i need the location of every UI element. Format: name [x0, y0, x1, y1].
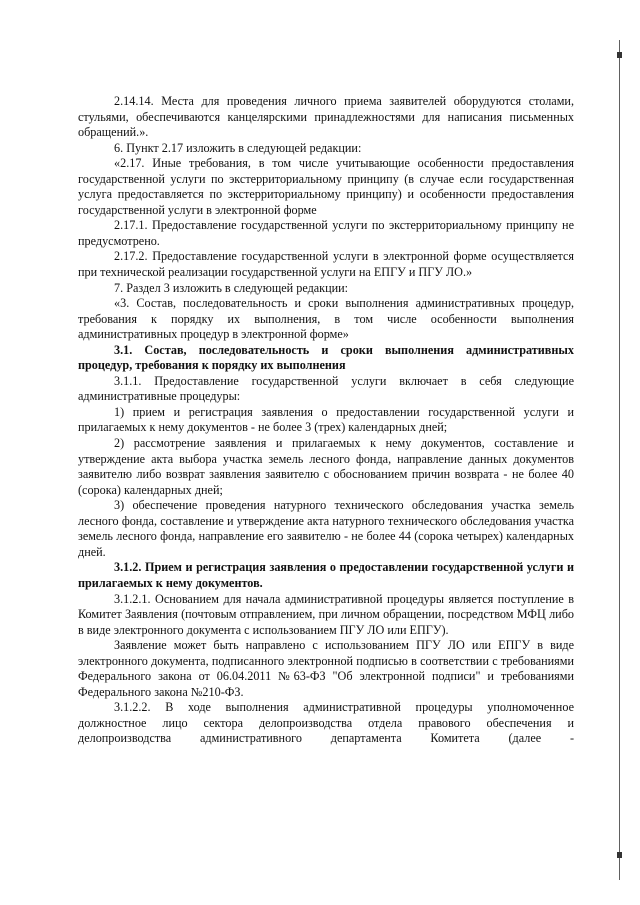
- paragraph-item-6: 6. Пункт 2.17 изложить в следующей редакции:: [114, 140, 362, 155]
- heading-3-1: 3.1. Состав, последовательность и сроки выполнения административных процедур, требования к порядку их выполнения: [78, 342, 574, 373]
- paragraph-item-7: 7. Раздел 3 изложить в следующей редакции:: [114, 280, 349, 295]
- paragraph-2-14-14: 2.14.14. Места для проведения личного приема заявителей оборудуются столами, стульями, обеспечиваются канцелярскими принадлежностями для написания письменных обращений.».: [78, 94, 574, 140]
- heading-3-1-2: 3.1.2. Прием и регистрация заявления о предоставлении государственной услуги и прилагаемых к нему документов.: [78, 560, 574, 590]
- paragraph-2-17: «2.17. Иные требования, в том числе учитывающие особенности предоставления государственной услуги по экстерриториальному принципу (в случае если государственная услуга предоставляется по экстерриториальному принципу) и особенности предоставления государственной услуги в электронной форме: [78, 156, 574, 217]
- paragraph-section-3-title: «3. Состав, последовательность и сроки выполнения административных процедур, требования к порядку их выполнения, в том числе особенности выполнения административных процедур в электронной форме»: [78, 296, 574, 342]
- list-item-3: 3) обеспечение проведения натурного технического обследования участка земель лесного фонда, составление и утверждение акта натурного технического обследования участка земель лесного фонда, направление его заявителю - не более 44 (сорока четырех) календарных дней.: [78, 498, 574, 559]
- list-item-2: 2) рассмотрение заявления и прилагаемых к нему документов, составление и утверждение акта выбора участка земель лесного фонда, направление данных документов заявителю либо возврат заявления заявителю с обоснованием причин возврата - не более 40 (сорока) календарных дней;: [78, 436, 574, 497]
- paragraph-3-1-2-2: 3.1.2.2. В ходе выполнения административной процедуры уполномоченное должностное лицо сектора делопроизводства отдела правового обеспечения и делопроизводства административного департамента Комитета (далее -: [78, 700, 574, 746]
- paragraph-3-1-1: 3.1.1. Предоставление государственной услуги включает в себя следующие административные процедуры:: [78, 373, 574, 404]
- list-item-1: 1) прием и регистрация заявления о предоставлении государственной услуги и прилагаемых к нему документов - не более 3 (трех) календарных дней;: [78, 404, 574, 435]
- paragraph-3-1-2-1: 3.1.2.1. Основанием для начала административной процедуры является поступление в Комитет Заявления (почтовым отправлением, при личном обращении, посредством МФЦ либо в виде электронного документа с использованием ПГУ ЛО или ЕПГУ).: [78, 591, 574, 637]
- paragraph-electronic-submission: Заявление может быть направлено с использованием ПГУ ЛО или ЕПГУ в виде электронного документа, подписанного электронной подписью в соответствии с требованиями Федерального закона от 06.04.2011 №63-ФЗ "Об электронной подписи" и требованиями Федерального закона №210-ФЗ.: [78, 638, 574, 699]
- paragraph-2-17-2: 2.17.2. Предоставление государственной услуги в электронной форме осуществляется при технической реализации государственной услуги на ЕПГУ и ПГУ ЛО.»: [78, 249, 574, 280]
- scan-edge-line: [619, 40, 620, 880]
- scan-edge-mark: [617, 852, 622, 858]
- scan-edge-mark: [617, 52, 622, 58]
- document-body: [78, 94, 574, 747]
- paragraph-2-17-1: 2.17.1. Предоставление государственной услуги по экстерриториальному принципу не предусмотрено.: [78, 218, 574, 248]
